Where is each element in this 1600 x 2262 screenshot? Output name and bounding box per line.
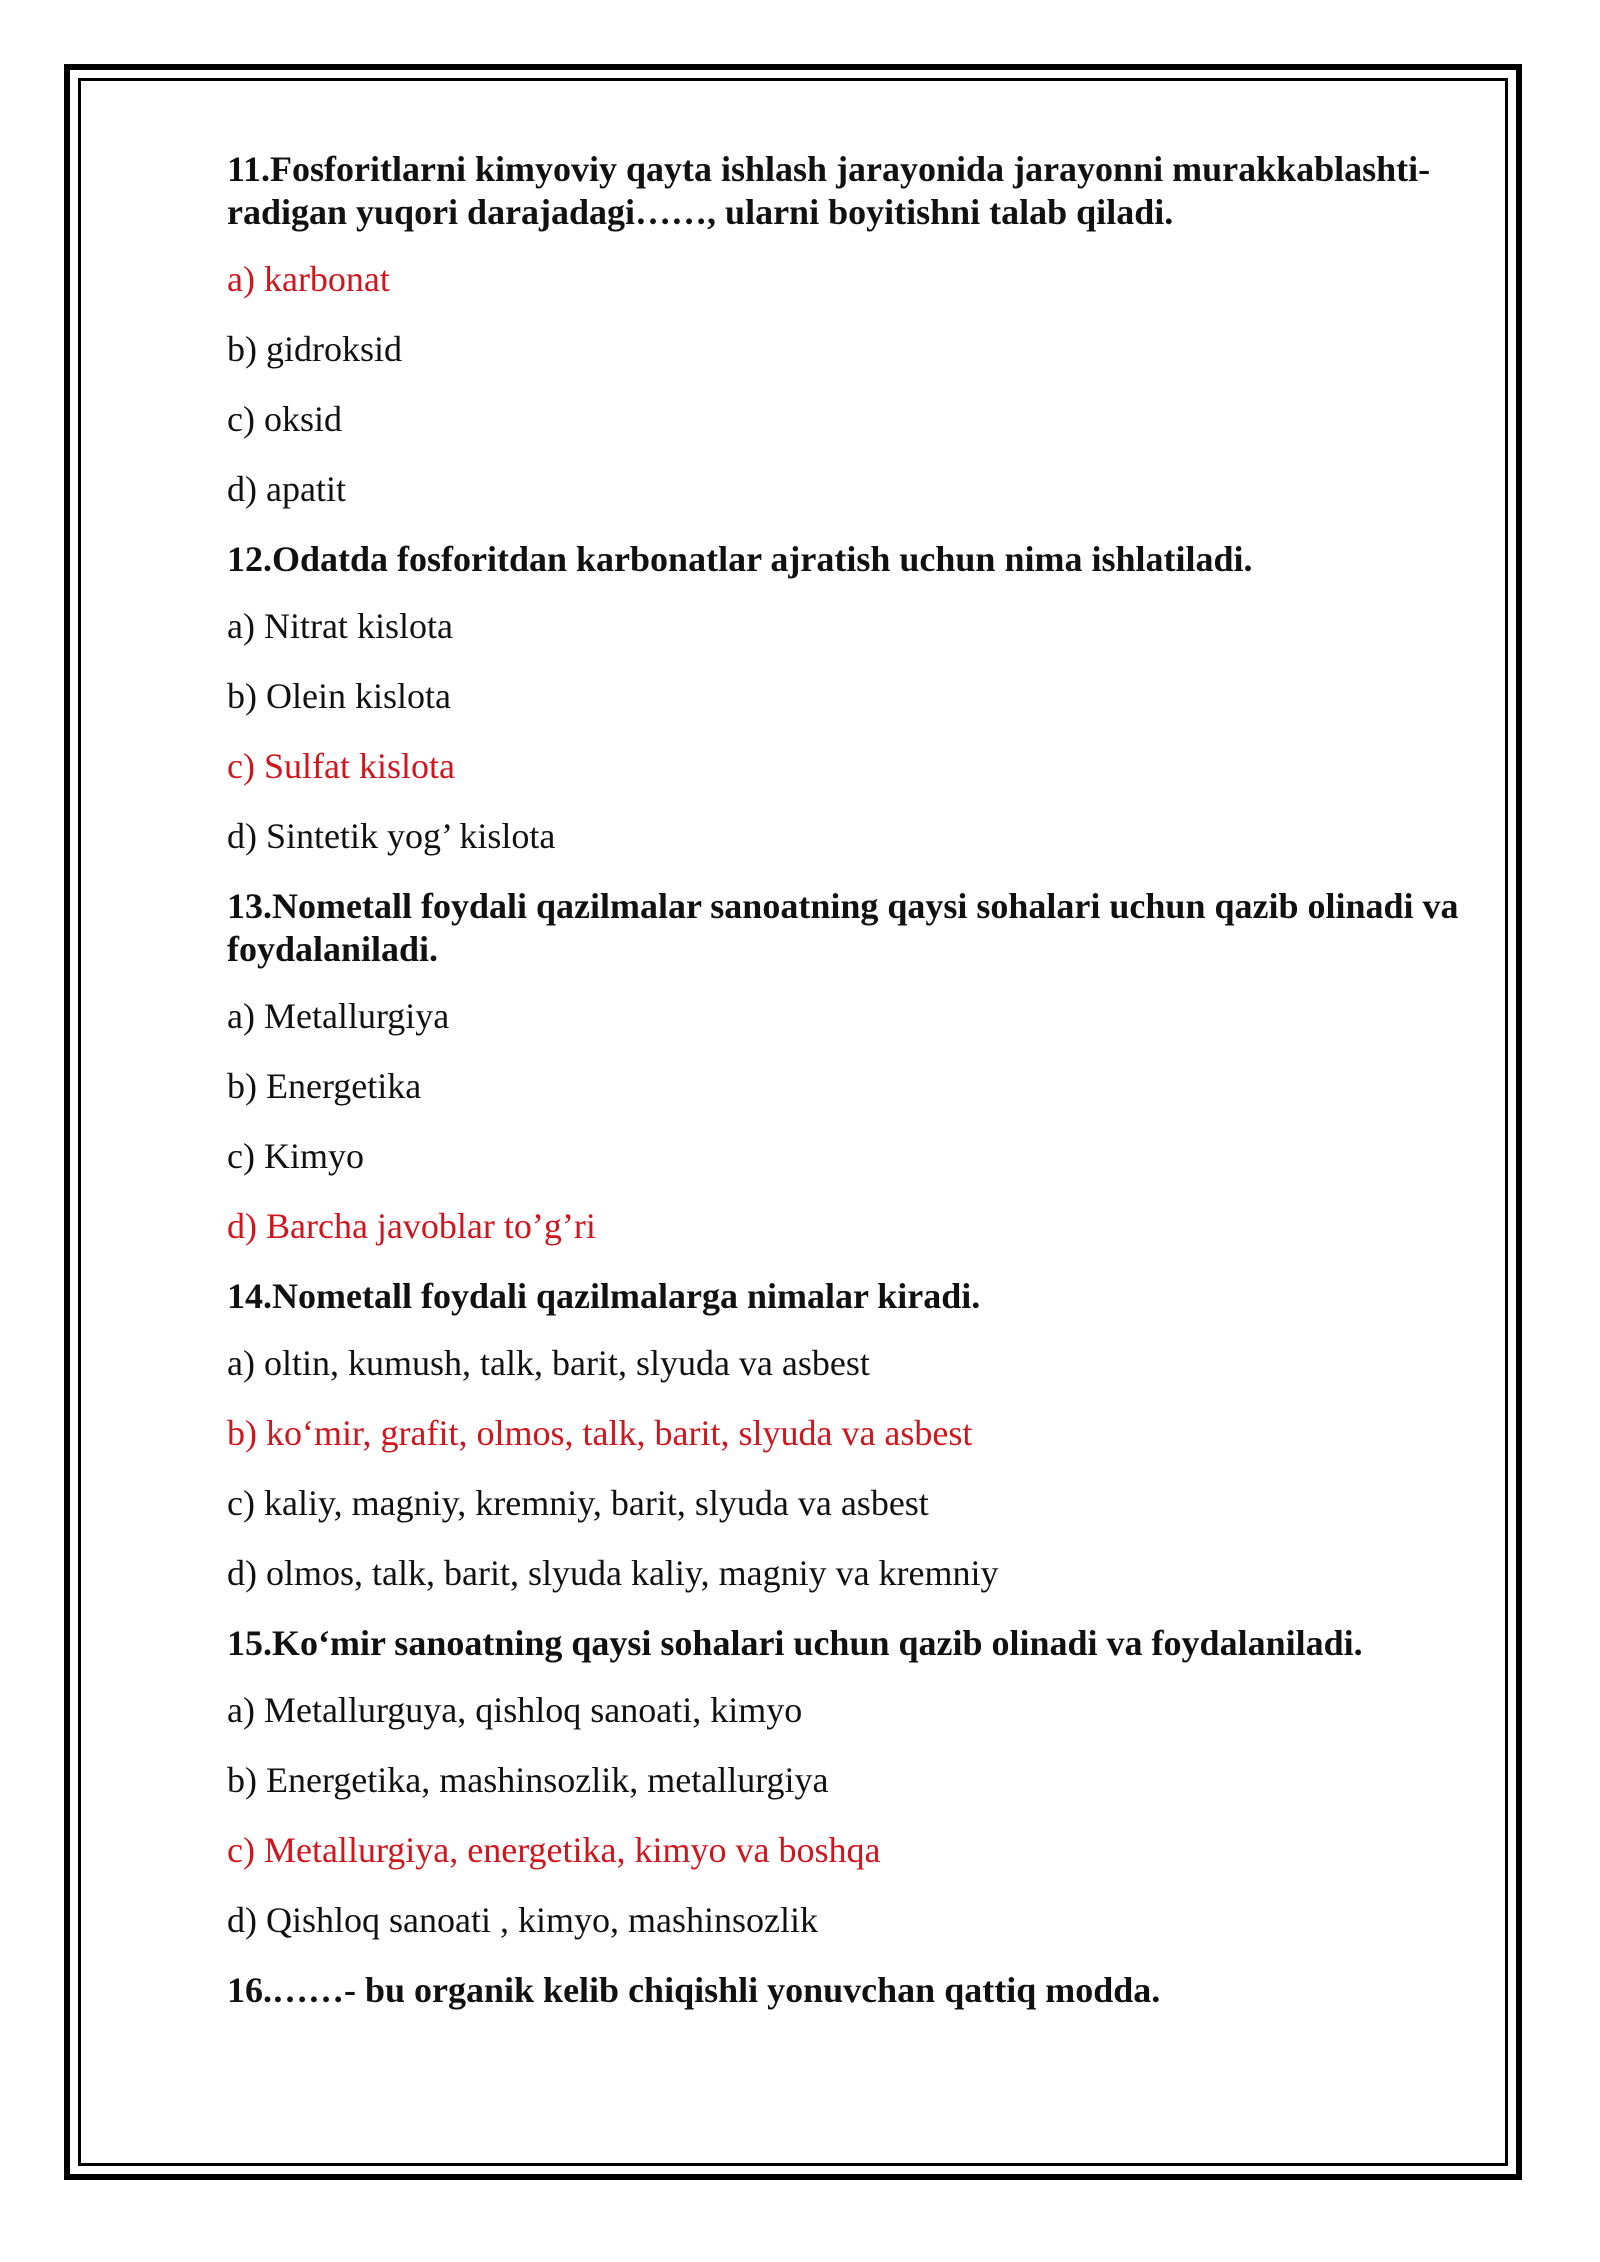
answer-option: c) Kimyo [227,1136,364,1176]
answer-option: b) Energetika, mashinsozlik, metallurgiya [227,1760,829,1800]
answer-option-correct: a) karbonat [227,259,390,299]
answer-option: a) Metallurgiya [227,996,450,1036]
question-text: 14.Nometall foydali qazilmalarga nimalar kiradi. [227,1276,981,1316]
question-block [227,1622,1477,1942]
question-text: 12.Odatda fosforitdan karbonatlar ajratish uchun nima ishlatiladi. [227,539,1253,579]
question-text: 11.Fosforitlarni kimyoviy qayta ishlash jarayonida jarayonni murakkablashti- radigan yuqori darajadagi……, ularni boyitishni talab qiladi. [227,149,1431,232]
answer-option: a) oltin, kumush, talk, barit, slyuda va asbest [227,1343,870,1383]
answer-option: c) kaliy, magniy, kremniy, barit, slyuda va asbest [227,1483,929,1523]
answer-option-correct: c) Metallurgiya, energetika, kimyo va boshqa [227,1830,881,1870]
answer-option: b) Energetika [227,1066,422,1106]
answer-option: d) olmos, talk, barit, slyuda kaliy, magniy va kremniy [227,1553,999,1593]
answer-option-correct: b) ko‘mir, grafit, olmos, talk, barit, slyuda va asbest [227,1413,973,1453]
question-block [227,885,1477,1248]
answer-option: b) gidroksid [227,329,402,369]
question-block [227,1275,1477,1595]
answer-option: d) apatit [227,469,346,509]
quiz-content [227,148,1477,2036]
question-text: 15.Ko‘mir sanoatning qaysi sohalari uchun qazib olinadi va foydalaniladi. [227,1623,1363,1663]
answer-option: a) Metallurguya, qishloq sanoati, kimyo [227,1690,803,1730]
question-text: 13.Nometall foydali qazilmalar sanoatning qaysi sohalari uchun qazib olinadi va foydalaniladi. [227,886,1459,969]
answer-option: c) oksid [227,399,342,439]
answer-option: a) Nitrat kislota [227,606,453,646]
answer-option-correct: c) Sulfat kislota [227,746,455,786]
answer-option: b) Olein kislota [227,676,451,716]
answer-option: d) Sintetik yog’ kislota [227,816,556,856]
question-block [227,148,1477,511]
question-text: 16.……- bu organik kelib chiqishli yonuvchan qattiq modda. [227,1970,1161,2010]
answer-option: d) Qishloq sanoati , kimyo, mashinsozlik [227,1900,818,1940]
question-block [227,1969,1477,2012]
answer-option-correct: d) Barcha javoblar to’g’ri [227,1206,596,1246]
question-block [227,538,1477,858]
